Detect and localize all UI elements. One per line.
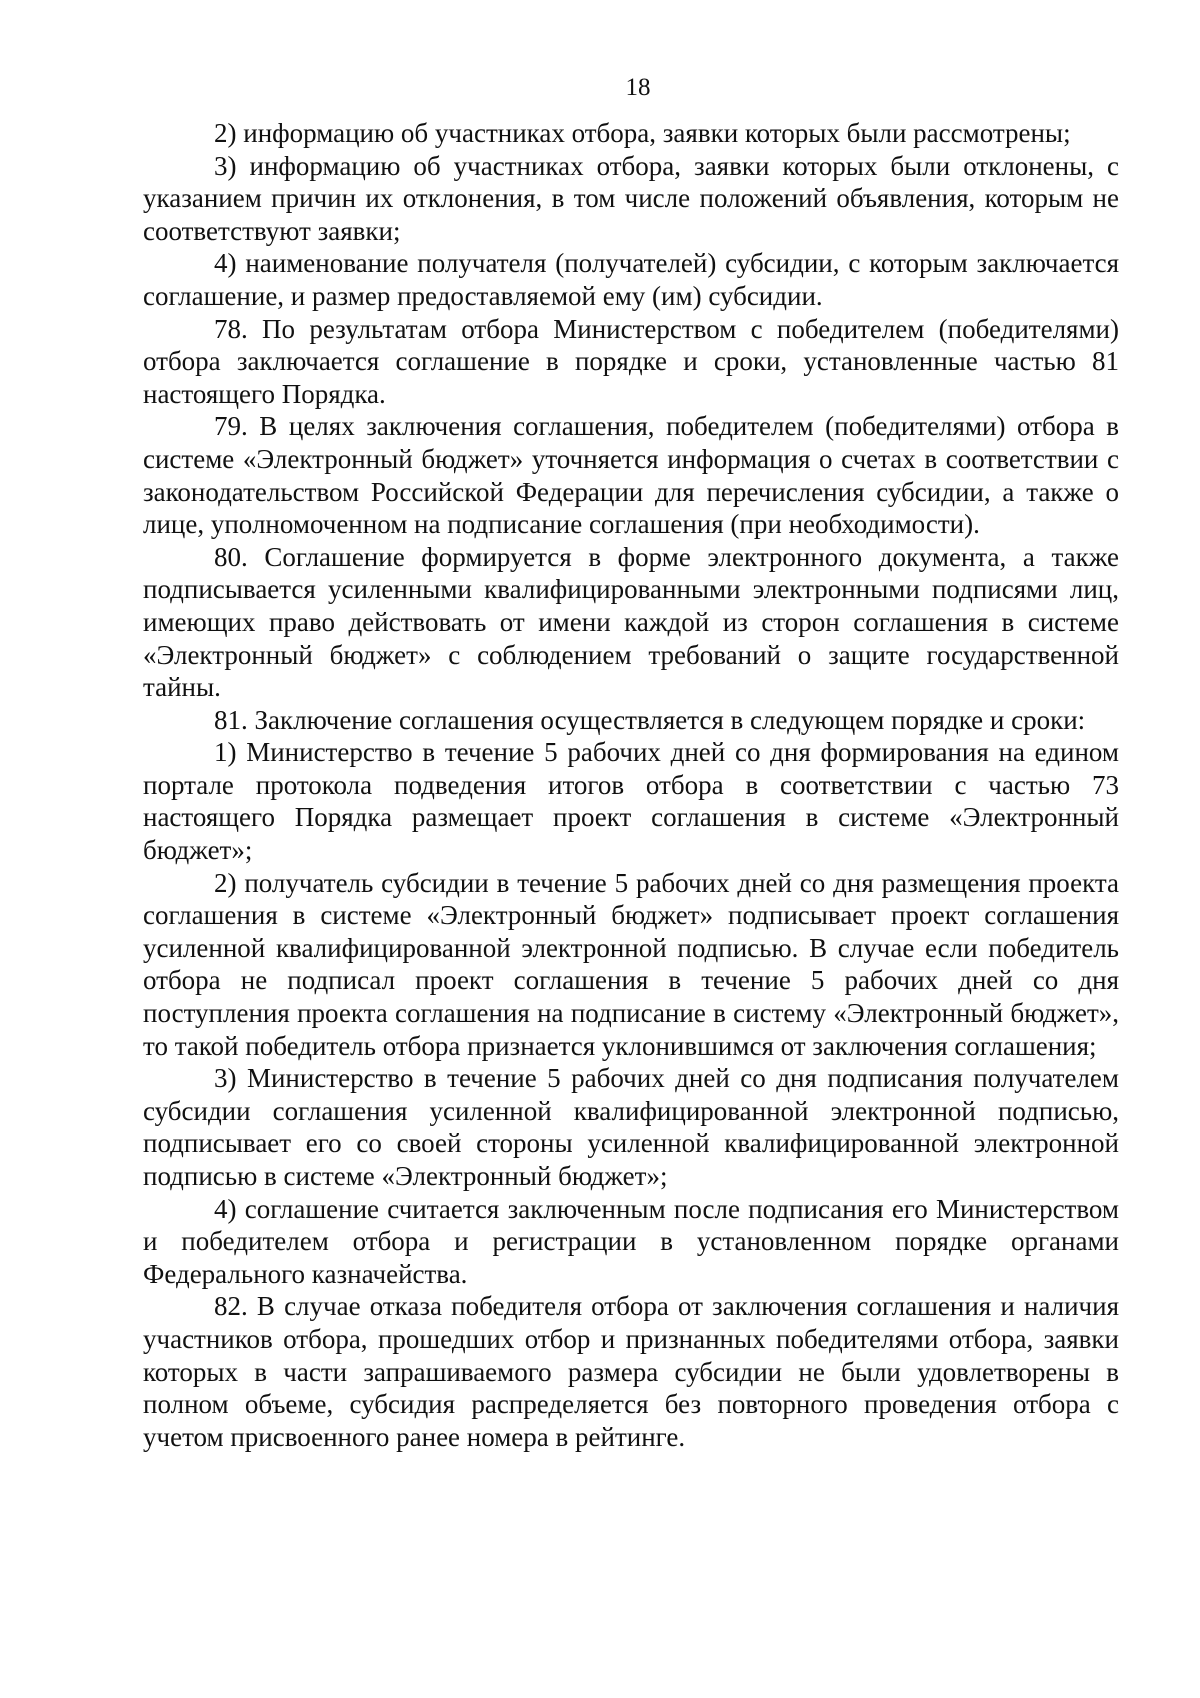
paragraph-81-item-1: 1) Министерство в течение 5 рабочих дней со дня формирования на едином портале протокола подведения итогов отбора в соответствии с частью 73 настоящего Порядка размещает проект соглашения в системе «Электронный бюджет»; <box>143 737 1119 866</box>
paragraph-79: 79. В целях заключения соглашения, победителем (победителями) отбора в системе «Электронный бюджет» уточняется информация о счетах в соответствии с законодательством Российской Федерации для перечисления субсидии, а также о лице, уполномоченном на подписание соглашения (при необходимости). <box>143 411 1119 540</box>
paragraph-item-2-reviewed: 2) информацию об участниках отбора, заявки которых были рассмотрены; <box>214 118 1071 148</box>
paragraph-78: 78. По результатам отбора Министерством с победителем (победителями) отбора заключается соглашение в порядке и сроки, установленные частью 81 настоящего Порядка. <box>143 313 1119 409</box>
paragraph-item-3-rejected: 3) информацию об участниках отбора, заявки которых были отклонены, с указанием причин их отклонения, в том числе положений объявления, которым не соответствуют заявки; <box>143 150 1119 246</box>
paragraph-80: 80. Соглашение формируется в форме электронного документа, а также подписывается усиленными квалифицированными электронными подписями лиц, имеющих право действовать от имени каждой из сторон соглашения в системе «Электронный бюджет» с соблюдением требований о защите государственной тайны. <box>143 541 1119 703</box>
paragraph-81-item-2: 2) получатель субсидии в течение 5 рабочих дней со дня размещения проекта соглашения в системе «Электронный бюджет» подписывает проект соглашения усиленной квалифицированной электронной подписью. В случае если победитель отбора не подписал проект соглашения в течение 5 рабочих дней со дня поступления проекта соглашения на подписание в систему «Электронный бюджет», то такой победитель отбора признается уклонившимся от заключения соглашения; <box>143 867 1119 1061</box>
paragraph-81: 81. Заключение соглашения осуществляется в следующем порядке и сроки: <box>214 704 1086 735</box>
paragraph-81-item-3: 3) Министерство в течение 5 рабочих дней со дня подписания получателем субсидии соглашения усиленной квалифицированной электронной подписью, подписывает его со своей стороны усиленной квалифицированной электронной подписью в системе «Электронный бюджет»; <box>143 1063 1119 1191</box>
document-body <box>143 117 1119 1453</box>
page-number: 18 <box>625 74 651 101</box>
paragraph-82: 82. В случае отказа победителя отбора от заключения соглашения и наличия участников отбора, прошедших отбор и признанных победителями отбора, заявки которых в части запрашиваемого размера субсидии не были удовлетворены в полном объеме, субсидия распределяется без повторного проведения отбора с учетом присвоенного ранее номера в рейтинге. <box>143 1291 1119 1452</box>
paragraph-81-item-4: 4) соглашение считается заключенным после подписания его Министерством и победителем отбора и регистрации в установленном порядке органами Федерального казначейства. <box>143 1193 1119 1289</box>
paragraph-item-4-recipient: 4) наименование получателя (получателей) субсидии, с которым заключается соглашение, и размер предоставляемой ему (им) субсидии. <box>143 248 1119 311</box>
